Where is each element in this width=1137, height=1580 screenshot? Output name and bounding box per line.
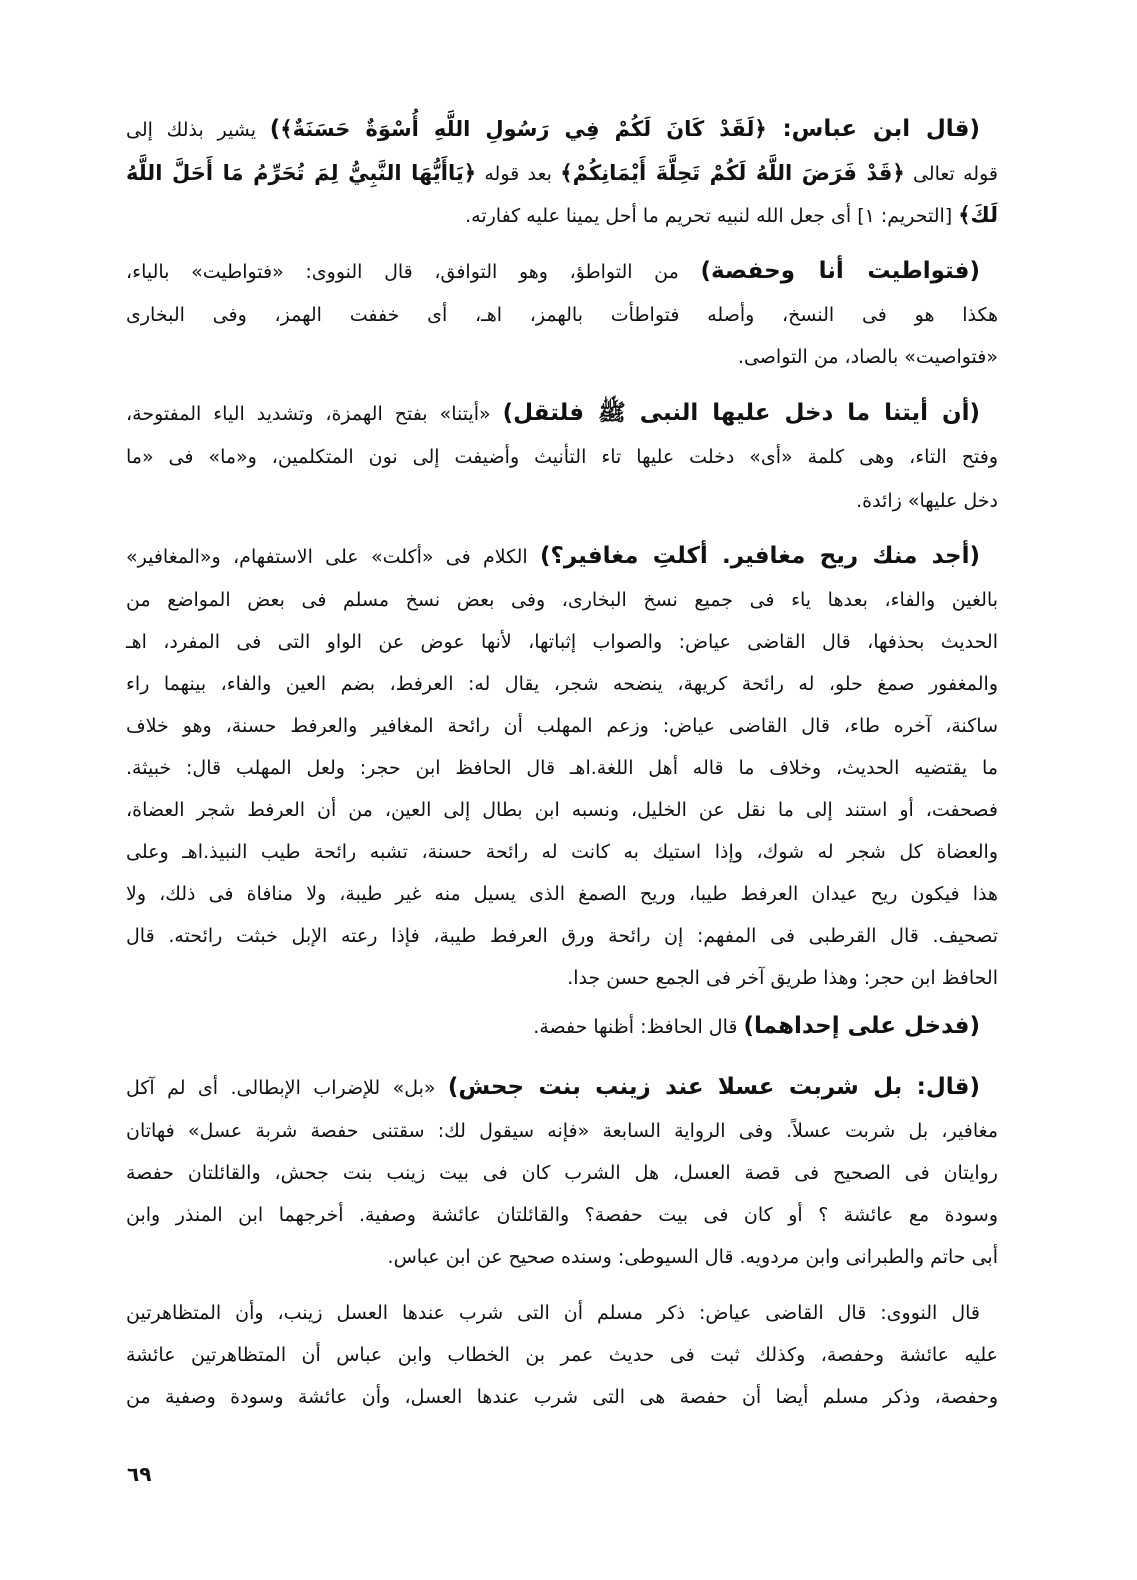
- text-line: [126, 957, 998, 999]
- body-text: «بل» للإضراب الإبطالى. أى لم آكل: [126, 1077, 448, 1099]
- text-line: [126, 873, 998, 915]
- text-line: [126, 621, 998, 663]
- body-text: الحافظ ابن حجر: وهذا طريق آخر فى الجمع حسن جدا.: [567, 967, 998, 989]
- lead-phrase: (فدخل على إحداهما): [743, 1013, 980, 1039]
- text-line: [126, 1194, 998, 1236]
- body-text: هذا فيكون ريح عيدان العرفط طيبا، وريح الصمغ الذى يسيل منه غير طيبة، ولا منافاة فى ذلك، ولا: [126, 883, 998, 905]
- body-text: قال الحافظ: أظنها حفصة.: [533, 1016, 744, 1038]
- text-line: [126, 1005, 998, 1047]
- text-line: [126, 250, 998, 292]
- text-line: [126, 1066, 998, 1108]
- text-line: [126, 294, 998, 336]
- text-line: [126, 480, 998, 522]
- text-line: [126, 194, 998, 236]
- text-line: [126, 705, 998, 747]
- page-number: ٦٩: [127, 1462, 152, 1486]
- body-text: وسودة مع عائشة ؟ أو كان فى بيت حفصة؟ والقائلتان عائشة وصفية. أخرجهما ابن المنذر وابن: [126, 1204, 998, 1226]
- body-text: دخل عليها» زائدة.: [856, 490, 998, 512]
- text-line: [126, 1152, 998, 1194]
- quran-verse: لَكَ﴾: [958, 203, 998, 227]
- body-text: قال النووى: قال القاضى عياض: ذكر مسلم أن التى شرب عندها العسل زينب، وأن المتظاهرتين: [126, 1302, 980, 1324]
- body-text: عليه عائشة وحفصة، وكذلك ثبت فى حديث عمر بن الخطاب وابن عباس أن المتظاهرتين عائشة: [126, 1344, 998, 1366]
- quran-verse: ﴿لَقَدْ كَانَ لَكُمْ فِي رَسُولِ اللَّهِ أُسْوَةٌ حَسَنَةٌ﴾: [280, 117, 767, 141]
- body-text: ساكنة، آخره طاء، قال القاضى عياض: وزعم المهلب أن رائحة المغافير والعرفط حسنة، وهو خلاف: [126, 715, 998, 737]
- body-text: تصحيف. قال القرطبى فى المفهم: إن رائحة ورق العرفط طيبة، فإذا رعته الإبل خبثت رائحته. قال: [126, 925, 998, 947]
- body-text: يشير بذلك إلى: [126, 119, 270, 141]
- body-text: فصحفت، أو استند إلى ما نقل عن الخليل، ونسبه ابن بطال إلى العين، من أن العرفط شجر العضاة،: [126, 799, 998, 821]
- body-text: والمغفور صمغ حلو، له رائحة كريهة، ينضحه شجر، يقال له: العرفط، بضم العين والفاء، بينهما راء: [126, 673, 998, 695]
- body-text: وفتح التاء، وهى كلمة «أى» دخلت عليها تاء التأنيث وأضيفت إلى نون المتكلمين، و«ما» فى «ما: [126, 446, 998, 468]
- text-line: [126, 392, 998, 434]
- body-text: الحديث بحذفها، قال القاضى عياض: والصواب إثباتها، لأنها عوض عن الواو التى فى المفرد، اهـ: [126, 631, 998, 653]
- lead-phrase: (فتواطيت أنا وحفصة): [700, 258, 980, 284]
- text-line: [126, 579, 998, 621]
- body-text: من التواطؤ، وهو التوافق، قال النووى: «فتواطيت» بالياء،: [126, 261, 701, 283]
- lead-phrase: (قال ابن عباس:: [766, 116, 980, 142]
- text-line: [126, 1236, 998, 1278]
- text-line: [126, 1376, 998, 1418]
- text-line: [126, 663, 998, 705]
- text-line: [126, 1334, 998, 1376]
- text-line: [126, 831, 998, 873]
- body-text: ما يقتضيه الحديث، وخلاف ما قاله أهل اللغة.اهـ قال الحافظ ابن حجر: ولعل المهلب قال: خبيثة.: [126, 757, 998, 779]
- body-text: روايتان فى الصحيح فى قصة العسل، هل الشرب كان فى بيت زينب بنت جحش، والقائلتان حفصة: [126, 1162, 998, 1184]
- text-line: [126, 915, 998, 957]
- body-text: قوله تعالى: [904, 163, 998, 185]
- body-text: الكلام فى «أكلت» على الاستفهام، و«المغافير»: [126, 546, 541, 568]
- body-text: وحفصة، وذكر مسلم أيضا أن حفصة هى التى شرب عندها العسل، وأن عائشة وسودة وصفية من: [126, 1386, 998, 1408]
- body-text: مغافير، بل شربت عسلاً. وفى الرواية السابعة «فإنه سيقول لك: سقتنى حفصة شربة عسل» فهاتان: [126, 1120, 998, 1142]
- body-text: [التحريم: ١] أى جعل الله لنبيه تحريم ما أحل يمينا عليه كفارته.: [465, 205, 959, 227]
- text-line: [126, 1110, 998, 1152]
- body-text: بعد قوله: [476, 163, 561, 185]
- body-text: «أيتنا» بفتح الهمزة، وتشديد الياء المفتوحة،: [126, 403, 503, 425]
- lead-phrase: (أن أيتنا ما دخل عليها النبى ﷺ فلتقل): [502, 400, 980, 426]
- quran-verse: ﴿يَاأَيُّهَا النَّبِيُّ لِمَ تُحَرِّمُ مَا أَحَلَّ اللَّهُ: [126, 161, 477, 185]
- text-line: [126, 1292, 998, 1334]
- body-text: هكذا هو فى النسخ، وأصله فتواطأت بالهمز، اهـ، أى خففت الهمز، وفى البخارى: [126, 304, 998, 326]
- text-line: [126, 336, 998, 378]
- text-line: [126, 108, 998, 150]
- body-text: أبى حاتم والطبرانى وابن مردويه. قال السيوطى: وسنده صحيح عن ابن عباس.: [387, 1246, 998, 1268]
- text-line: [126, 436, 998, 478]
- text-line: [126, 535, 998, 577]
- text-line: [126, 789, 998, 831]
- lead-phrase: (أجد منك ريح مغافير. أكلتِ مغافير؟): [540, 543, 981, 569]
- body-text: بالغين والفاء، بعدها ياء فى جميع نسخ البخارى، وفى بعض نسخ مسلم فى بعض المواضع من: [126, 589, 998, 611]
- lead-phrase: (قال: بل شربت عسلا عند زينب بنت جحش): [447, 1074, 980, 1100]
- text-line: [126, 152, 998, 194]
- quran-verse: ﴿قَدْ فَرَضَ اللَّهُ لَكُمْ تَحِلَّةَ أَيْمَانِكُمْ﴾: [560, 161, 905, 185]
- text-line: [126, 747, 998, 789]
- body-text: والعضاة كل شجر له شوك، وإذا استيك به كانت له رائحة حسنة، تشبه رائحة طيب النبيذ.اهـ وعلى: [126, 841, 998, 863]
- lead-phrase-close: ): [269, 116, 281, 142]
- body-text: «فتواصيت» بالصاد، من التواصى.: [737, 346, 998, 368]
